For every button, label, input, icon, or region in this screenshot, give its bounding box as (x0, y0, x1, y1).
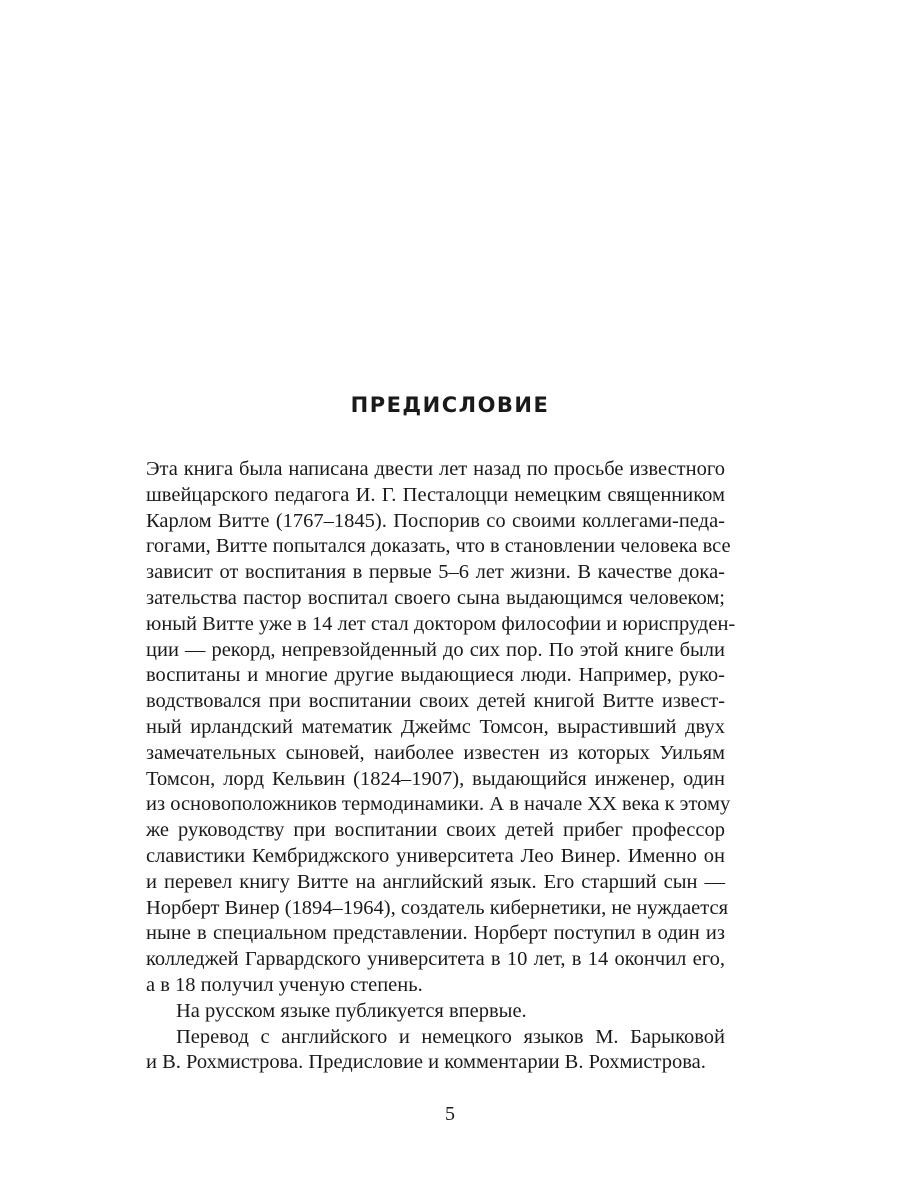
text-line: Карлом Витте (1767–1845). Поспорив со своими коллегами-педа- (146, 509, 725, 532)
text-line: и перевел книгу Витте на английский язык. Его старший сын — (146, 870, 725, 893)
text-line: ный ирландский математик Джеймс Томсон, вырастивший двух (146, 715, 725, 738)
text-line: а в 18 получил ученую степень. (146, 973, 423, 996)
text-line: Томсон, лорд Кельвин (1824–1907), выдающийся инженер, один (146, 767, 725, 790)
text-line: воспитаны и многие другие выдающиеся люди. Например, руко- (146, 664, 725, 687)
text-line: Эта книга была написана двести лет назад по просьбе известного (146, 458, 725, 480)
page-title: ПРЕДИСЛОВИЕ (350, 393, 550, 417)
page-number: 5 (445, 1103, 455, 1125)
text-line: из основоположников термодинамики. А в начале XX века к этому (146, 793, 731, 816)
text-line: швейцарского педагога И. Г. Песталоцци немецким священником (146, 483, 725, 506)
text-line: замечательных сыновей, наиболее известен из которых Уильям (146, 741, 725, 764)
text-line: зависит от воспитания в первые 5–6 лет жизни. В качестве дока- (146, 561, 725, 584)
text-line: ции — рекорд, непревзойденный до сих пор. По этой книге были (146, 638, 725, 661)
text-line: колледжей Гарвардского университета в 10 лет, в 14 окончил его, (146, 948, 725, 971)
text-line: славистики Кембриджского университета Лео Винер. Именно он (146, 844, 725, 867)
text-line: зательства пастор воспитал своего сына выдающимся человеком; (146, 586, 725, 609)
text-line: и В. Рохмистрова. Предисловие и комментарии В. Рохмистрова. (146, 1051, 706, 1074)
text-line: На русском языке публикуется впервые. (176, 999, 527, 1022)
text-line: гогами, Витте попытался доказать, что в становлении человека все (146, 535, 731, 558)
text-line: ныне в специальном представлении. Норберт поступил в один из (146, 922, 725, 945)
text-line: Норберт Винер (1894–1964), создатель кибернетики, не нуждается (146, 896, 728, 919)
body-text (146, 457, 736, 1076)
text-line: Перевод с английского и немецкого языков М. Барыковой (176, 1025, 725, 1048)
text-line: же руководству при воспитании своих детей прибег профессор (146, 819, 725, 842)
text-line: юный Витте уже в 14 лет стал доктором философии и юриспруден- (146, 612, 736, 635)
text-line: водствовался при воспитании своих детей книгой Витте извест- (146, 690, 725, 713)
